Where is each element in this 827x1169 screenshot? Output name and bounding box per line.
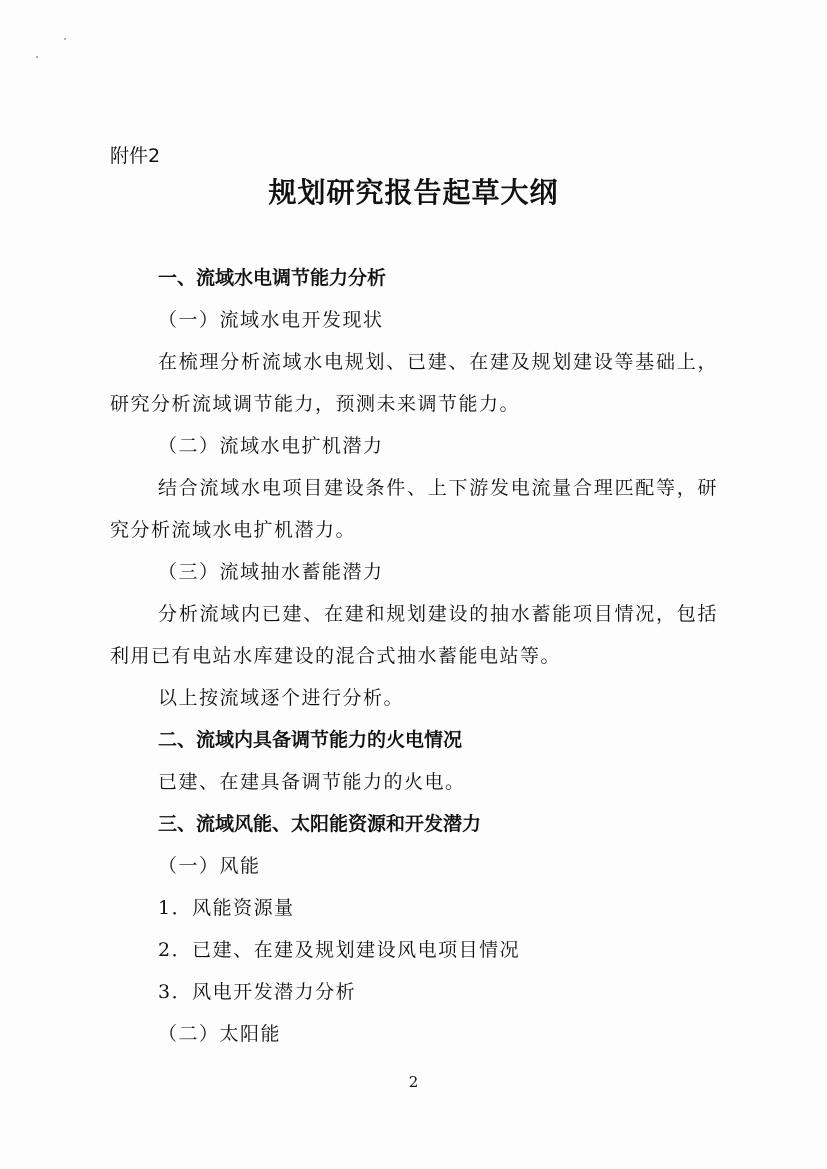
- section-heading: 二、流域内具备调节能力的火电情况: [158, 729, 463, 751]
- scan-speck: [36, 56, 38, 58]
- paragraph-line: 结合流域水电项目建设条件、上下游发电流量合理匹配等，研: [158, 477, 718, 499]
- paragraph-line: 已建、在建具备调节能力的火电。: [158, 771, 466, 793]
- section-heading: 一、流域水电调节能力分析: [158, 267, 387, 289]
- paragraph-line: 在梳理分析流域水电规划、已建、在建及规划建设等基础上，: [158, 351, 718, 373]
- list-item: 3．风电开发潜力分析: [158, 981, 357, 1003]
- list-item: 1．风能资源量: [158, 897, 295, 919]
- paragraph-line: 以上按流域逐个进行分析。: [158, 687, 405, 709]
- paragraph-line: 研究分析流域调节能力，预测未来调节能力。: [110, 393, 521, 415]
- page-number: 2: [408, 1073, 419, 1091]
- paragraph-line: 分析流域内已建、在建和规划建设的抽水蓄能项目情况，包括: [158, 603, 718, 625]
- subsection-heading: （一）流域水电开发现状: [158, 309, 384, 331]
- subsection-heading: （一）风能: [158, 855, 261, 877]
- document-title: 规划研究报告起草大纲: [268, 176, 559, 209]
- subsection-heading: （二）太阳能: [158, 1023, 282, 1045]
- attachment-label: 附件2: [110, 145, 161, 167]
- list-item: 2．已建、在建及规划建设风电项目情况: [158, 939, 521, 961]
- subsection-heading: （二）流域水电扩机潜力: [158, 435, 384, 457]
- paragraph-line: 利用已有电站水库建设的混合式抽水蓄能电站等。: [110, 645, 562, 667]
- scan-speck: [64, 38, 66, 40]
- subsection-heading: （三）流域抽水蓄能潜力: [158, 561, 384, 583]
- paragraph-line: 究分析流域水电扩机潜力。: [110, 519, 357, 541]
- section-heading: 三、流域风能、太阳能资源和开发潜力: [158, 813, 482, 835]
